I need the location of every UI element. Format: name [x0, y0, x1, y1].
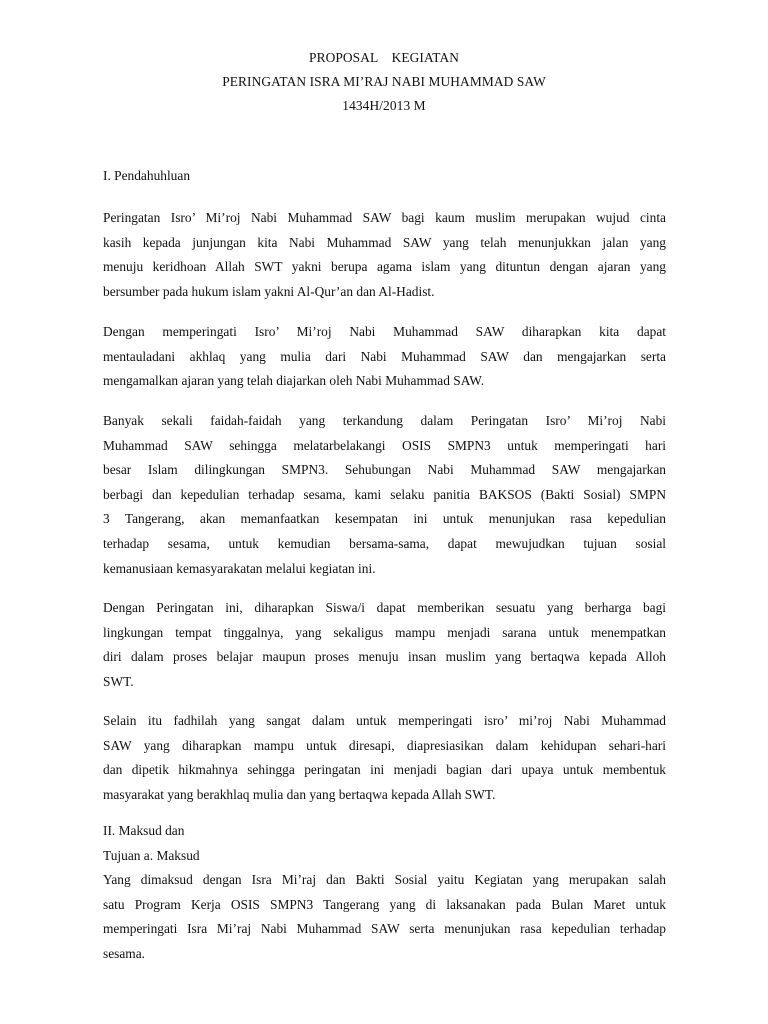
paragraph-line: mengamalkan ajaran yang telah diajarkan oleh Nabi Muhammad SAW.	[103, 373, 485, 389]
paragraph-line: masyarakat yang berakhlaq mulia dan yang bertaqwa kepada Allah SWT.	[103, 786, 496, 802]
paragraph-line: satu Program Kerja OSIS SMPN3 Tangerang yang di laksanakan pada Bulan Maret untuk	[103, 896, 666, 912]
paragraph-2	[103, 320, 666, 394]
paragraph-1	[103, 206, 666, 304]
paragraph-line: mentauladani akhlaq yang mulia dari Nabi Muhammad SAW dan mengajarkan serta	[103, 348, 666, 364]
paragraph-line: kasih kepada junjungan kita Nabi Muhammad SAW yang telah menunjukkan jalan yang	[103, 234, 666, 250]
paragraph-line: lingkungan tempat tinggalnya, yang sekaligus mampu menjadi sarana untuk menempatkan	[103, 624, 666, 640]
section-heading-purpose: II. Maksud dan	[103, 823, 185, 838]
title-line-event: PERINGATAN ISRA MI’RAJ NABI MUHAMMAD SAW	[222, 74, 546, 89]
paragraph-line: Peringatan Isro’ Mi’roj Nabi Muhammad SAW bagi kaum muslim merupakan wujud cinta	[103, 210, 666, 225]
paragraph-line: Dengan memperingati Isro’ Mi’roj Nabi Muhammad SAW diharapkan kita dapat	[103, 324, 666, 339]
paragraph-line: besar Islam dilingkungan SMPN3. Sehubungan Nabi Muhammad SAW mengajarkan	[103, 462, 666, 478]
section-heading-introduction: I. Pendahuhluan	[103, 168, 191, 183]
paragraph-line: terhadap sesama, untuk kemudian bersama-sama, dapat mewujudkan tujuan sosial	[103, 535, 666, 551]
paragraph-line: bersumber pada hukum islam yakni Al-Qur’an dan Al-Hadist.	[103, 283, 435, 299]
paragraph-line: Banyak sekali faidah-faidah yang terkandung dalam Peringatan Isro’ Mi’roj Nabi	[103, 413, 666, 428]
paragraph-purpose	[103, 868, 666, 966]
paragraph-line: berbagi dan kepedulian terhadap sesama, kami selaku panitia BAKSOS (Bakti Sosial) SMPN	[103, 486, 666, 502]
paragraph-3	[103, 409, 666, 581]
paragraph-line: dan dipetik hikmahnya sehingga peringatan ini menjadi bagian dari upaya untuk membentuk	[103, 762, 666, 778]
paragraph-line: memperingati Isra Mi’raj Nabi Muhammad SAW serta menunjukan rasa kepedulian terhadap	[103, 921, 666, 937]
paragraph-line: SAW yang diharapkan mampu untuk diresapi, diapresiasikan dalam kehidupan sehari-hari	[103, 737, 666, 753]
paragraph-5	[103, 709, 666, 807]
paragraph-line: Muhammad SAW sehingga melatarbelakangi OSIS SMPN3 untuk memperingati hari	[103, 437, 666, 453]
paragraph-line: sesama.	[103, 945, 146, 961]
paragraph-line: diri dalam proses belajar maupun proses menuju insan muslim yang bertaqwa kepada Alloh	[103, 649, 666, 665]
paragraph-line: Yang dimaksud dengan Isra Mi’raj dan Bakti Sosial yaitu Kegiatan yang merupakan salah	[103, 872, 666, 887]
paragraph-line: Selain itu fadhilah yang sangat dalam untuk memperingati isro’ mi’roj Nabi Muhammad	[103, 713, 666, 728]
paragraph-line: 3 Tangerang, akan memanfaatkan kesempatan ini untuk menunjukan rasa kepedulian	[103, 511, 666, 527]
paragraph-line: Dengan Peringatan ini, diharapkan Siswa/i dapat memberikan sesuatu yang berharga bagi	[103, 600, 666, 615]
subsection-heading-purpose: Tujuan a. Maksud	[103, 848, 200, 863]
title-line-year: 1434H/2013 M	[342, 98, 426, 113]
document-title	[0, 46, 768, 118]
title-line-proposal: PROPOSAL KEGIATAN	[309, 50, 459, 65]
paragraph-line: SWT.	[103, 673, 134, 689]
paragraph-4	[103, 596, 666, 694]
paragraph-line: kemanusiaan kemasyarakatan melalui kegiatan ini.	[103, 560, 376, 576]
paragraph-line: menuju keridhoan Allah SWT yakni berupa agama islam yang dituntun dengan ajaran yang	[103, 259, 666, 275]
